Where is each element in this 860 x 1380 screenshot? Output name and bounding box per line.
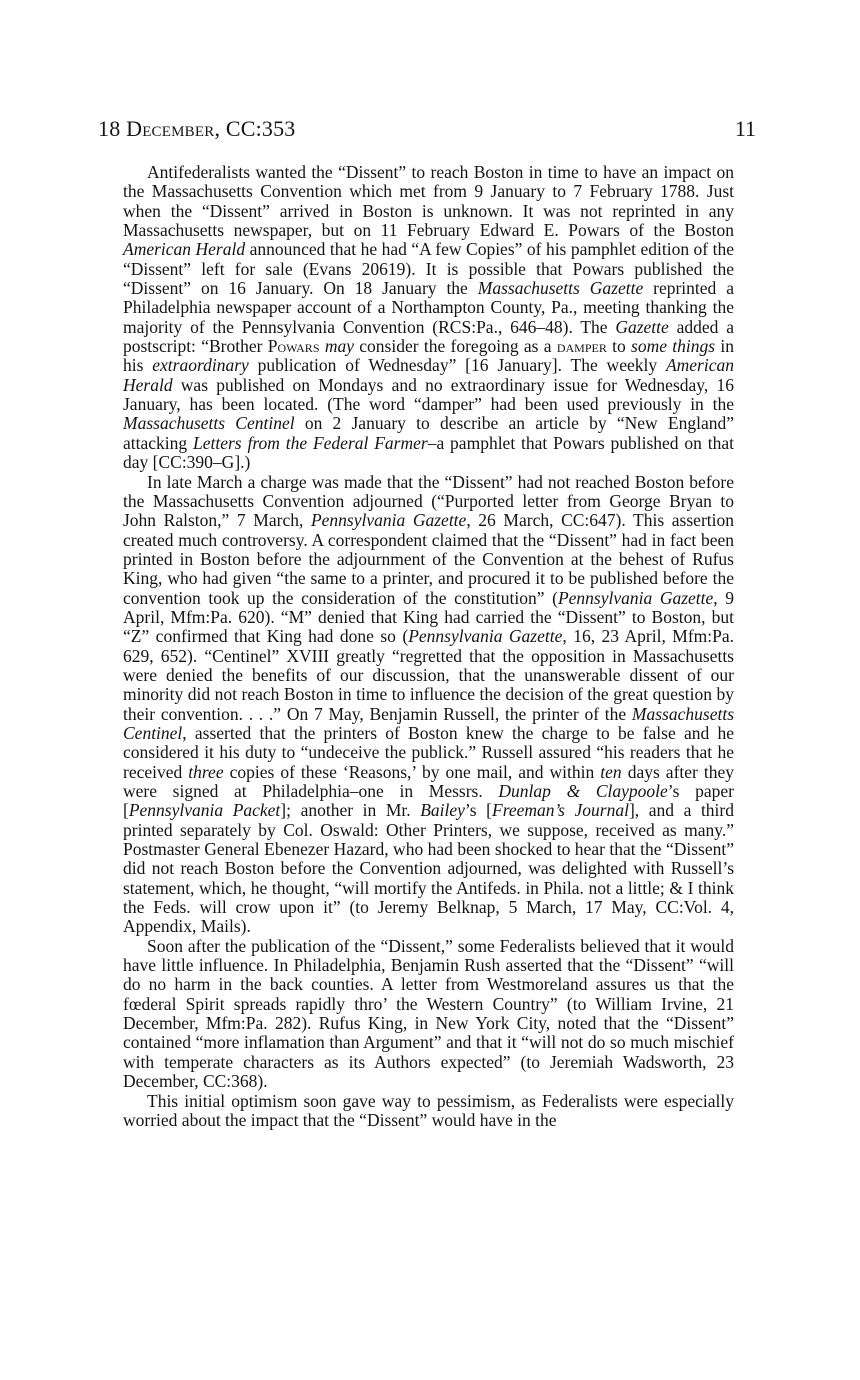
text-run: in his xyxy=(123,336,735,376)
text-run: to xyxy=(606,336,632,357)
paragraph xyxy=(123,163,734,473)
page-number: 11 xyxy=(734,116,756,141)
italic-text: Massachusetts Centinel xyxy=(123,413,295,434)
running-head-document-number: , CC:353 xyxy=(214,116,296,141)
text-run: , asserted that the printers of Boston knew the charge to be false and he considered it his duty to “undeceive the publick.” Russell assured “his readers that he received xyxy=(123,722,734,782)
italic-text: Pennsylvania Gazette xyxy=(310,510,467,531)
text-run: , 26 March, CC:647). This assertion created much controversy. A correspondent claimed that the “Dissent” had in fact been printed in Boston before the adjournment of the Convention at the behest of Rufus King, who had given “the same to a printer, and procured it to be published before the convention took up the consideration of the constitution” ( xyxy=(123,510,734,608)
italic-text: Gazette xyxy=(615,316,669,337)
italic-text: Massachusetts Gazette xyxy=(477,278,644,299)
italic-text: Massachusetts Centinel xyxy=(123,703,734,743)
italic-text: some things xyxy=(631,336,716,357)
text-run: reprinted a Philadelphia newspaper account of a Northampton County, Pa., meeting thanking the majority of the Pennsylvania Convention (RCS:Pa., 646–48). The xyxy=(123,278,734,337)
italic-text: Pennsylvania Gazette xyxy=(408,626,563,647)
italic-text: ten xyxy=(600,761,622,782)
italic-text: American Herald xyxy=(123,355,734,395)
text-run: Antifederalists wanted the “Dissent” to reach Boston in time to have an impact on the Massachusetts Convention which met from 9 January to 7 February 1788. Just when the “Dissent” arrived in Boston is unknown. It was not reprinted in any Massachusetts newspaper, but on 11 February Edward E. Powars of the Boston xyxy=(123,162,734,241)
italic-text: Freeman’s Journal xyxy=(492,800,629,821)
text-run: days after they were signed at Philadelphia–one in Messrs. xyxy=(123,761,734,801)
text-run: ]; another in Mr. xyxy=(280,800,421,821)
italic-text: Letters from the Federal Farmer xyxy=(193,432,428,453)
italic-text: may xyxy=(324,336,354,357)
paragraph xyxy=(123,937,734,1092)
text-run: , 16, 23 April, Mfm:Pa. 629, 652). “Centinel” XVIII greatly “regretted that the opposition in Massachusetts were denied the benefits of our discussion, that the unanswerable dissent of our minority did not reach Boston in time to influence the decision of the great question by their convention. . . .” On 7 May, Benjamin Russell, the printer of the xyxy=(123,626,734,724)
text-run: ’s [ xyxy=(464,800,493,821)
italic-text: Pennsylvania Packet xyxy=(128,800,281,821)
text-run: on 2 January to describe an article by “New England” attacking xyxy=(123,413,734,453)
body-text xyxy=(123,163,734,1130)
text-run: copies of these ‘Reasons,’ by one mail, and within xyxy=(223,761,601,782)
italic-text: extraordinary xyxy=(152,355,249,376)
italic-text: Pennsylvania Gazette xyxy=(557,587,714,608)
text-run: ], and a third printed separately by Col. Oswald: Other Printers, we suppose, received as many.” Postmaster General Ebenezer Hazard, who had been shocked to hear that the “Dissent” did not reach Boston before the Convention adjourned, was delighted with Russell’s statement, which, he thought, “will mortify the Antifeds. in Phila. not a little; & I think the Feds. will crow upon it” (to Jeremy Belknap, 5 March, 17 May, CC:Vol. 4, Appendix, Mails). xyxy=(123,800,734,937)
text-run: –a pamphlet that Powars published on that day [CC:390–G].) xyxy=(123,432,735,473)
italic-text: Dunlap & Claypoole xyxy=(498,781,668,801)
running-head-title xyxy=(98,114,296,144)
small-caps-text: damper xyxy=(556,336,607,357)
text-run: ’s paper [ xyxy=(123,781,734,821)
text-run: In late March a charge was made that the “Dissent” had not reached Boston before the Massachusetts Convention adjourned (“Purported letter from George Bryan to John Ralston,” 7 March, xyxy=(123,471,734,531)
italic-text: three xyxy=(188,761,224,782)
text-run: consider the foregoing as a xyxy=(353,336,557,357)
italic-text: Bailey xyxy=(420,800,465,821)
small-caps-text: Powars xyxy=(267,336,320,357)
running-head-date-day: 18 xyxy=(98,116,127,141)
running-head-date-month: December xyxy=(126,116,215,141)
text-run: Soon after the publication of the “Dissent,” some Federalists believed that it would have little influence. In Philadelphia, Benjamin Rush asserted that the “Dissent” “will do no harm in the back counties. A letter from Westmoreland assures us that the fœderal Spirit spreads rapidly thro’ the Western Country” (to William Irvine, 21 December, Mfm:Pa. 282). Rufus King, in New York City, noted that the “Dissent” contained “more inflamation than Argument” and that it “will not do so much mischief with temperate characters as its Authors expected” (to Jeremiah Wadsworth, 23 December, CC:368). xyxy=(123,935,734,1092)
text-run: announced that he had “A few Copies” of his pamphlet edition of the “Dissent” left for sale (Evans 20619). It is possible that Powars published the “Dissent” on 16 January. On 18 January the xyxy=(123,239,734,299)
running-head xyxy=(98,114,756,144)
paragraph xyxy=(123,1092,734,1131)
text-run: This initial optimism soon gave way to pessimism, as Federalists were especially worried about the impact that the “Dissent” would have in the xyxy=(123,1090,734,1130)
paragraph xyxy=(123,473,734,937)
text-run: was published on Mondays and no extraordinary issue for Wednesday, 16 January, has been located. (The word “damper” had been used previously in the xyxy=(123,374,734,415)
italic-text: American Herald xyxy=(123,239,246,260)
text-run: publication of Wednesday” [16 January]. The weekly xyxy=(248,355,666,376)
text-run: , 9 April, Mfm:Pa. 620). “M” denied that King had carried the “Dissent” to Boston, but “Z” confirmed that King had done so ( xyxy=(123,587,735,647)
text-run: added a postscript: “Brother xyxy=(123,316,734,357)
